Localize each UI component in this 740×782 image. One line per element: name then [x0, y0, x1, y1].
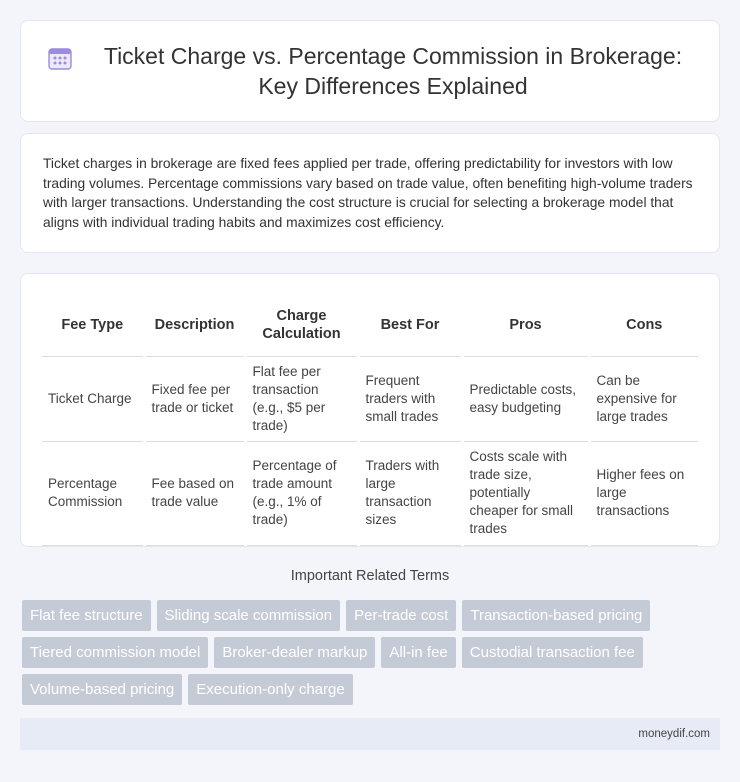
header-description: Description	[144, 294, 245, 356]
header-charge-calculation: Charge Calculation	[245, 294, 358, 356]
related-term-tag[interactable]: All-in fee	[381, 637, 455, 668]
comparison-table-card	[20, 273, 720, 547]
cell-pros: Predictable costs, easy budgeting	[462, 356, 589, 441]
cell-charge-calculation: Flat fee per transaction (e.g., $5 per trade)	[245, 356, 358, 441]
title-card	[20, 20, 720, 122]
related-term-tag[interactable]: Tiered commission model	[22, 637, 208, 668]
footer-site[interactable]: moneydif.com	[638, 728, 710, 740]
related-term-tag[interactable]: Volume-based pricing	[22, 674, 182, 705]
header-pros: Pros	[462, 294, 589, 356]
cell-best-for: Traders with large transaction sizes	[358, 441, 462, 545]
cell-fee-type: Percentage Commission	[42, 441, 144, 545]
cell-cons: Higher fees on large transactions	[589, 441, 698, 545]
related-terms-list	[22, 600, 722, 711]
cell-charge-calculation: Percentage of trade amount (e.g., 1% of trade)	[245, 441, 358, 545]
page-title: Ticket Charge vs. Percentage Commission in Brokerage: Key Differences Explained	[103, 43, 683, 99]
cell-pros: Costs scale with trade size, potentially cheaper for small trades	[462, 441, 589, 545]
table-header-row	[42, 294, 698, 356]
calendar-icon	[47, 45, 73, 71]
related-terms-title: Important Related Terms	[290, 568, 450, 584]
related-term-tag[interactable]: Sliding scale commission	[157, 600, 341, 631]
cell-description: Fixed fee per trade or ticket	[144, 356, 245, 441]
header-best-for: Best For	[358, 294, 462, 356]
related-term-tag[interactable]: Transaction-based pricing	[462, 600, 650, 631]
related-term-tag[interactable]: Broker-dealer markup	[214, 637, 375, 668]
cell-description: Fee based on trade value	[144, 441, 245, 545]
related-term-tag[interactable]: Flat fee structure	[22, 600, 151, 631]
comparison-table	[42, 294, 698, 546]
cell-fee-type: Ticket Charge	[42, 356, 144, 441]
footer	[20, 718, 720, 750]
intro-text: Ticket charges in brokerage are fixed fees applied per trade, offering predictability for investors with low trading volumes. Percentage commissions vary based on trade value, often benefiting high-volume traders with larger transactions. Understanding the cost structure is crucial for selecting a brokerage model that aligns with individual trading habits and maximizes cost efficiency.	[43, 156, 693, 230]
cell-cons: Can be expensive for large trades	[589, 356, 698, 441]
related-term-tag[interactable]: Per-trade cost	[346, 600, 456, 631]
intro-card	[20, 133, 720, 253]
cell-best-for: Frequent traders with small trades	[358, 356, 462, 441]
related-term-tag[interactable]: Custodial transaction fee	[462, 637, 643, 668]
table-row	[42, 441, 698, 545]
table-row	[42, 356, 698, 441]
header-fee-type: Fee Type	[42, 294, 144, 356]
related-term-tag[interactable]: Execution-only charge	[188, 674, 352, 705]
header-cons: Cons	[589, 294, 698, 356]
